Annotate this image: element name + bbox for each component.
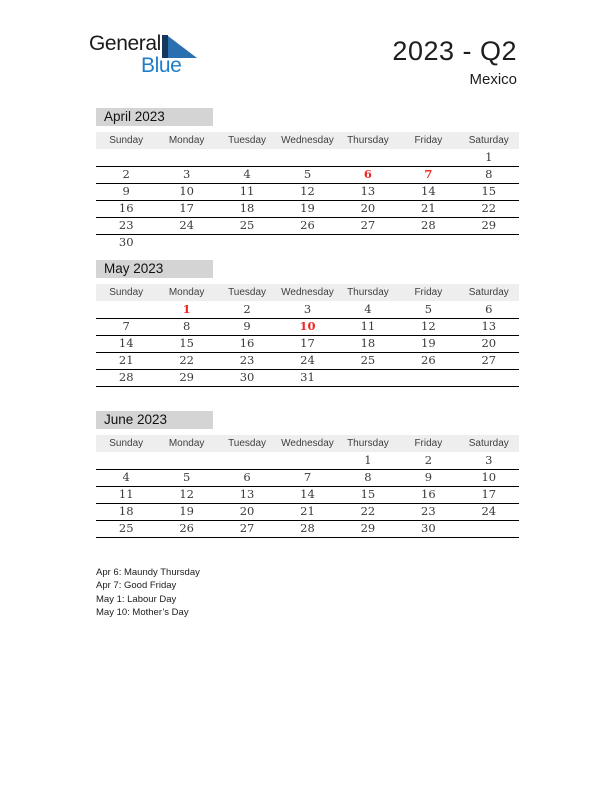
date-cell: 18	[360, 336, 376, 350]
empty-date-cell	[398, 235, 458, 252]
empty-date-cell	[459, 521, 519, 537]
date-cell: 15	[481, 184, 497, 198]
weekday-label: Friday	[414, 135, 443, 146]
weekday-label: Tuesday	[228, 438, 267, 449]
date-cell: 17	[300, 336, 315, 350]
date-cell: 17	[481, 487, 497, 501]
date-cell: 6	[485, 302, 493, 316]
weekday-header-row	[96, 132, 519, 149]
weekday-label: Thursday	[347, 438, 389, 449]
weekday-label: Sunday	[109, 135, 144, 146]
empty-date-cell	[459, 370, 519, 386]
date-cell: 15	[360, 487, 376, 501]
week-row	[96, 353, 519, 370]
date-cell: 11	[239, 184, 255, 198]
date-cell: 30	[421, 521, 436, 535]
month-title: April 2023	[96, 108, 213, 126]
holiday-date-cell: 6	[363, 167, 372, 181]
date-cell: 26	[421, 353, 436, 367]
empty-date-cell	[217, 453, 277, 469]
date-cell: 28	[300, 521, 315, 535]
empty-date-cell	[156, 453, 216, 469]
date-cell: 22	[179, 353, 194, 367]
date-cell: 15	[179, 336, 194, 350]
date-cell: 27	[239, 521, 255, 535]
weekday-label: Sunday	[109, 438, 144, 449]
date-cell: 13	[481, 319, 497, 333]
week-row	[96, 487, 519, 504]
date-cell: 25	[360, 353, 376, 367]
weekday-label: Monday	[168, 287, 205, 298]
logo-text-blue: Blue	[141, 54, 182, 77]
empty-date-cell	[217, 150, 277, 166]
date-cell: 26	[179, 521, 194, 535]
empty-date-cell	[459, 235, 519, 252]
week-row	[96, 336, 519, 353]
date-cell: 31	[300, 370, 315, 384]
date-cell: 16	[421, 487, 436, 501]
month-grid	[96, 435, 519, 538]
weekday-label: Thursday	[347, 135, 389, 146]
week-row	[96, 167, 519, 184]
date-cell: 2	[243, 302, 251, 316]
date-cell: 12	[179, 487, 194, 501]
date-cell: 16	[118, 201, 134, 215]
week-row	[96, 370, 519, 387]
title-block	[392, 36, 517, 88]
date-cell: 3	[182, 167, 191, 181]
empty-date-cell	[96, 302, 156, 318]
date-cell: 18	[239, 201, 255, 215]
date-cell: 28	[118, 370, 134, 384]
empty-date-cell	[338, 235, 398, 252]
weekday-label: Saturday	[468, 287, 509, 298]
week-row	[96, 302, 519, 319]
date-cell: 23	[421, 504, 436, 518]
week-row	[96, 521, 519, 538]
weekday-label: Monday	[168, 135, 205, 146]
date-cell: 19	[421, 336, 436, 350]
date-cell: 13	[239, 487, 255, 501]
date-cell: 20	[239, 504, 255, 518]
date-cell: 25	[239, 218, 255, 232]
month-title: June 2023	[96, 411, 213, 429]
date-cell: 13	[360, 184, 376, 198]
month-section-june	[96, 411, 519, 538]
date-cell: 5	[303, 167, 312, 181]
holiday-item: May 1: Labour Day	[96, 593, 177, 605]
date-cell: 22	[481, 201, 497, 215]
month-grid	[96, 132, 519, 252]
logo-text-general: General	[89, 32, 161, 55]
week-row	[96, 453, 519, 470]
date-cell: 12	[300, 184, 315, 198]
date-cell: 23	[118, 218, 134, 232]
date-cell: 9	[122, 184, 130, 198]
month-title: May 2023	[96, 260, 213, 278]
date-cell: 11	[118, 487, 134, 501]
date-cell: 2	[122, 167, 130, 181]
empty-date-cell	[277, 453, 337, 469]
date-cell: 18	[118, 504, 134, 518]
date-cell: 4	[364, 302, 372, 316]
date-cell: 17	[179, 201, 194, 215]
general-blue-logo	[89, 33, 197, 76]
month-section-april	[96, 108, 519, 252]
week-row	[96, 235, 519, 252]
date-cell: 24	[179, 218, 194, 232]
date-cell: 8	[485, 167, 493, 181]
date-cell: 14	[118, 336, 134, 350]
empty-date-cell	[156, 235, 216, 252]
date-cell: 19	[300, 201, 315, 215]
date-cell: 29	[481, 218, 497, 232]
empty-date-cell	[338, 150, 398, 166]
holiday-item: May 10: Mother’s Day	[96, 607, 189, 619]
date-cell: 10	[179, 184, 194, 198]
date-cell: 30	[118, 235, 134, 249]
date-cell: 20	[481, 336, 497, 350]
holiday-date-cell: 7	[424, 167, 433, 181]
date-cell: 14	[300, 487, 315, 501]
holiday-list	[96, 566, 200, 620]
empty-date-cell	[156, 150, 216, 166]
week-row	[96, 319, 519, 336]
date-cell: 20	[360, 201, 376, 215]
weekday-label: Saturday	[468, 135, 509, 146]
empty-date-cell	[96, 150, 156, 166]
date-cell: 3	[485, 453, 493, 467]
date-cell: 4	[243, 167, 251, 181]
date-cell: 9	[424, 470, 433, 484]
week-row	[96, 184, 519, 201]
holiday-date-cell: 1	[182, 302, 191, 316]
date-cell: 11	[360, 319, 376, 333]
date-cell: 14	[421, 184, 436, 198]
weekday-label: Tuesday	[228, 135, 267, 146]
date-cell: 10	[481, 470, 497, 484]
weekday-label: Thursday	[347, 287, 389, 298]
date-cell: 21	[118, 353, 134, 367]
date-cell: 1	[364, 453, 372, 467]
date-cell: 23	[239, 353, 255, 367]
empty-date-cell	[338, 370, 398, 386]
week-row	[96, 218, 519, 235]
date-cell: 2	[424, 453, 433, 467]
month-grid	[96, 284, 519, 387]
date-cell: 27	[481, 353, 497, 367]
empty-date-cell	[96, 453, 156, 469]
weekday-label: Monday	[168, 438, 205, 449]
weekday-label: Tuesday	[228, 287, 267, 298]
empty-date-cell	[398, 150, 458, 166]
holiday-item: Apr 6: Maundy Thursday	[96, 567, 200, 578]
weekday-label: Friday	[414, 438, 443, 449]
date-cell: 7	[303, 470, 312, 484]
date-cell: 3	[303, 302, 312, 316]
date-cell: 25	[118, 521, 134, 535]
date-cell: 22	[360, 504, 376, 518]
date-cell: 21	[300, 504, 315, 518]
region-label: Mexico	[469, 71, 517, 88]
empty-date-cell	[277, 235, 337, 252]
holiday-item: Apr 7: Good Friday	[96, 580, 177, 592]
date-cell: 8	[182, 319, 191, 333]
empty-date-cell	[277, 150, 337, 166]
date-cell: 5	[182, 470, 191, 484]
weekday-label: Friday	[414, 287, 443, 298]
date-cell: 6	[243, 470, 251, 484]
page-title: 2023 - Q2	[392, 36, 517, 66]
date-cell: 21	[421, 201, 436, 215]
weekday-header-row	[96, 284, 519, 301]
date-cell: 26	[300, 218, 315, 232]
date-cell: 30	[239, 370, 255, 384]
week-row	[96, 470, 519, 487]
weekday-label: Sunday	[109, 287, 144, 298]
month-section-may	[96, 260, 519, 387]
date-cell: 7	[122, 319, 130, 333]
date-cell: 8	[364, 470, 372, 484]
empty-date-cell	[217, 235, 277, 252]
date-cell: 5	[424, 302, 433, 316]
holiday-date-cell: 10	[299, 319, 316, 333]
date-cell: 16	[239, 336, 255, 350]
date-cell: 24	[300, 353, 315, 367]
empty-date-cell	[398, 370, 458, 386]
date-cell: 27	[360, 218, 376, 232]
date-cell: 24	[481, 504, 497, 518]
weekday-label: Wednesday	[281, 438, 334, 449]
week-row	[96, 504, 519, 521]
date-cell: 4	[122, 470, 130, 484]
date-cell: 12	[421, 319, 436, 333]
date-cell: 29	[179, 370, 194, 384]
week-row	[96, 201, 519, 218]
weekday-header-row	[96, 435, 519, 452]
date-cell: 29	[360, 521, 376, 535]
date-cell: 19	[179, 504, 194, 518]
weekday-label: Wednesday	[281, 287, 334, 298]
date-cell: 28	[421, 218, 436, 232]
date-cell: 9	[243, 319, 251, 333]
weekday-label: Saturday	[468, 438, 509, 449]
week-row	[96, 150, 519, 167]
date-cell: 1	[485, 150, 493, 164]
weekday-label: Wednesday	[281, 135, 334, 146]
